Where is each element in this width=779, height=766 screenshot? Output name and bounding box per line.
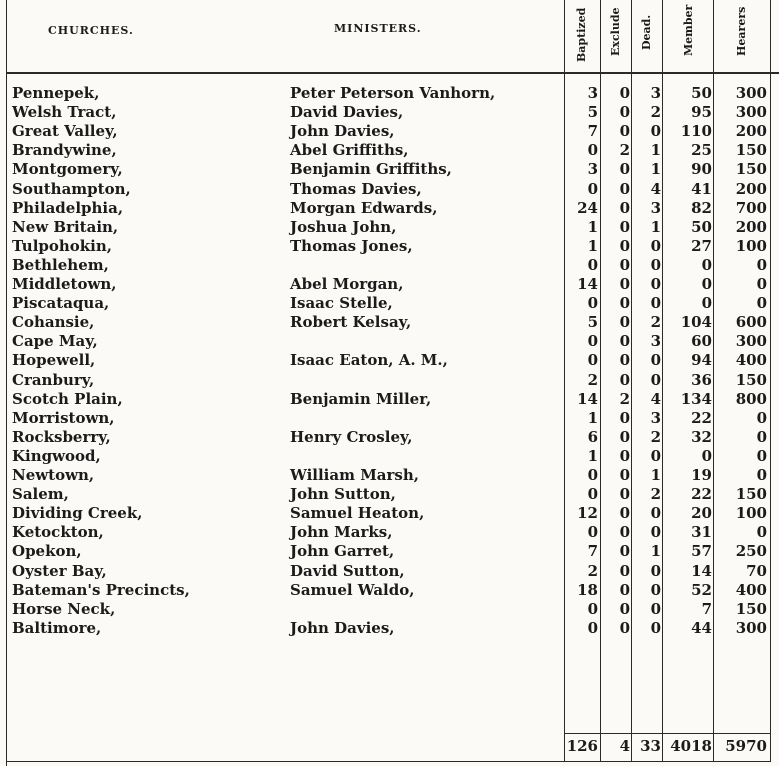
table-row xyxy=(0,122,779,140)
hearers-count: 150 xyxy=(735,600,767,618)
members-count: 50 xyxy=(691,218,712,236)
church-name: Horse Neck, xyxy=(12,600,116,618)
dead-count: 1 xyxy=(650,141,661,159)
minister-name: Samuel Heaton, xyxy=(290,504,425,522)
members-count: 110 xyxy=(680,122,712,140)
members-count: 32 xyxy=(691,428,712,446)
baptized-count: 3 xyxy=(587,160,598,178)
table-row xyxy=(0,351,779,369)
minister-name: John Davies, xyxy=(290,619,395,637)
church-name: Oyster Bay, xyxy=(12,562,107,580)
excluded-count: 0 xyxy=(619,447,630,465)
members-count: 22 xyxy=(691,485,712,503)
baptized-count: 0 xyxy=(587,332,598,350)
excluded-header: Exclude xyxy=(609,7,622,56)
baptized-count: 0 xyxy=(587,294,598,312)
church-name: Baltimore, xyxy=(12,619,102,637)
minister-name: Thomas Davies, xyxy=(290,180,422,198)
hearers-count: 100 xyxy=(735,237,767,255)
hearers-count: 400 xyxy=(735,351,767,369)
minister-name: David Davies, xyxy=(290,103,404,121)
church-name: Ketockton, xyxy=(12,523,104,541)
members-count: 22 xyxy=(691,409,712,427)
hearers-count: 600 xyxy=(735,313,767,331)
table-row xyxy=(0,523,779,541)
excluded-count: 0 xyxy=(619,84,630,102)
total-excluded: 4 xyxy=(619,737,630,755)
hearers-count: 0 xyxy=(756,294,767,312)
church-name: Cape May, xyxy=(12,332,98,350)
minister-name: David Sutton, xyxy=(290,562,405,580)
hearers-count: 300 xyxy=(735,619,767,637)
minister-name: Abel Morgan, xyxy=(290,275,404,293)
members-count: 60 xyxy=(691,332,712,350)
baptized-count: 24 xyxy=(577,199,598,217)
excluded-count: 0 xyxy=(619,294,630,312)
baptized-count: 3 xyxy=(587,84,598,102)
total-hearers: 5970 xyxy=(725,737,767,755)
hearers-count: 0 xyxy=(756,428,767,446)
baptized-count: 14 xyxy=(577,390,598,408)
minister-name: Morgan Edwards, xyxy=(290,199,438,217)
table-row xyxy=(0,466,779,484)
members-count: 0 xyxy=(701,447,712,465)
table-row xyxy=(0,332,779,350)
minister-name: John Marks, xyxy=(290,523,393,541)
hearers-count: 800 xyxy=(735,390,767,408)
church-name: Pennepek, xyxy=(12,84,100,102)
members-count: 50 xyxy=(691,84,712,102)
dead-count: 0 xyxy=(650,562,661,580)
members-count: 95 xyxy=(691,103,712,121)
church-name: Piscataqua, xyxy=(12,294,110,312)
baptized-count: 5 xyxy=(587,313,598,331)
total-baptized: 126 xyxy=(566,737,598,755)
baptized-count: 2 xyxy=(587,371,598,389)
excluded-count: 0 xyxy=(619,313,630,331)
members-count: 90 xyxy=(691,160,712,178)
bottom-rule xyxy=(6,761,771,762)
excluded-count: 0 xyxy=(619,409,630,427)
dead-count: 2 xyxy=(650,428,661,446)
members-count: 57 xyxy=(691,542,712,560)
excluded-count: 0 xyxy=(619,180,630,198)
members-count: 52 xyxy=(691,581,712,599)
baptized-count: 18 xyxy=(577,581,598,599)
church-name: Welsh Tract, xyxy=(12,103,117,121)
baptized-count: 0 xyxy=(587,600,598,618)
minister-name: Robert Kelsay, xyxy=(290,313,412,331)
dead-count: 4 xyxy=(650,180,661,198)
members-count: 14 xyxy=(691,562,712,580)
church-name: New Britain, xyxy=(12,218,119,236)
table-row xyxy=(0,504,779,522)
church-name: Opekon, xyxy=(12,542,82,560)
table-row xyxy=(0,160,779,178)
members-count: 104 xyxy=(680,313,712,331)
minister-name: Benjamin Griffiths, xyxy=(290,160,452,178)
excluded-count: 0 xyxy=(619,466,630,484)
table-row xyxy=(0,103,779,121)
baptized-count: 0 xyxy=(587,141,598,159)
dead-count: 0 xyxy=(650,256,661,274)
dead-count: 0 xyxy=(650,523,661,541)
excluded-count: 0 xyxy=(619,504,630,522)
members-count: 27 xyxy=(691,237,712,255)
hearers-count: 250 xyxy=(735,542,767,560)
church-name: Dividing Creek, xyxy=(12,504,143,522)
baptized-count: 0 xyxy=(587,180,598,198)
excluded-count: 0 xyxy=(619,218,630,236)
church-name: Southampton, xyxy=(12,180,131,198)
table-row xyxy=(0,409,779,427)
members-count: 20 xyxy=(691,504,712,522)
table-row xyxy=(0,542,779,560)
hearers-count: 0 xyxy=(756,447,767,465)
members-count: 41 xyxy=(691,180,712,198)
churches-header: CHURCHES. xyxy=(48,24,134,37)
baptized-count: 6 xyxy=(587,428,598,446)
hearers-count: 300 xyxy=(735,332,767,350)
minister-name: Isaac Eaton, A. M., xyxy=(290,351,448,369)
excluded-count: 0 xyxy=(619,351,630,369)
table-row xyxy=(0,218,779,236)
members-count: 0 xyxy=(701,275,712,293)
excluded-count: 0 xyxy=(619,256,630,274)
dead-count: 0 xyxy=(650,122,661,140)
baptized-count: 0 xyxy=(587,523,598,541)
table-row xyxy=(0,581,779,599)
church-name: Rocksberry, xyxy=(12,428,111,446)
minister-name: Thomas Jones, xyxy=(290,237,413,255)
table-row xyxy=(0,447,779,465)
table-row xyxy=(0,562,779,580)
excluded-count: 0 xyxy=(619,485,630,503)
members-count: 134 xyxy=(680,390,712,408)
excluded-count: 0 xyxy=(619,542,630,560)
table-row xyxy=(0,294,779,312)
church-name: Cohansie, xyxy=(12,313,95,331)
baptized-count: 1 xyxy=(587,447,598,465)
dead-count: 0 xyxy=(650,619,661,637)
church-name: Newtown, xyxy=(12,466,95,484)
minister-name: John Sutton, xyxy=(290,485,396,503)
minister-name: Joshua John, xyxy=(290,218,397,236)
excluded-count: 0 xyxy=(619,600,630,618)
table-row xyxy=(0,275,779,293)
dead-count: 0 xyxy=(650,371,661,389)
baptized-count: 0 xyxy=(587,619,598,637)
table-row xyxy=(0,199,779,217)
table-row xyxy=(0,180,779,198)
table-row xyxy=(0,390,779,408)
hearers-count: 200 xyxy=(735,218,767,236)
total-members: 4018 xyxy=(670,737,712,755)
church-name: Bateman's Precincts, xyxy=(12,581,190,599)
hearers-count: 200 xyxy=(735,122,767,140)
excluded-count: 0 xyxy=(619,332,630,350)
table-row xyxy=(0,237,779,255)
baptized-count: 14 xyxy=(577,275,598,293)
church-name: Philadelphia, xyxy=(12,199,124,217)
hearers-header: Hearers xyxy=(735,6,748,56)
dead-count: 1 xyxy=(650,218,661,236)
baptized-count: 7 xyxy=(587,122,598,140)
excluded-count: 2 xyxy=(619,141,630,159)
table-row xyxy=(0,600,779,618)
excluded-count: 0 xyxy=(619,562,630,580)
excluded-count: 0 xyxy=(619,581,630,599)
members-count: 7 xyxy=(701,600,712,618)
dead-count: 3 xyxy=(650,84,661,102)
baptized-count: 5 xyxy=(587,103,598,121)
minister-name: William Marsh, xyxy=(290,466,419,484)
table-row xyxy=(0,485,779,503)
hearers-count: 150 xyxy=(735,141,767,159)
minister-name: Abel Griffiths, xyxy=(290,141,409,159)
minister-name: Isaac Stelle, xyxy=(290,294,393,312)
baptized-count: 1 xyxy=(587,409,598,427)
dead-count: 4 xyxy=(650,390,661,408)
baptized-header: Baptized xyxy=(575,7,588,62)
baptized-count: 2 xyxy=(587,562,598,580)
excluded-count: 0 xyxy=(619,160,630,178)
minister-name: Samuel Waldo, xyxy=(290,581,415,599)
members-count: 31 xyxy=(691,523,712,541)
hearers-count: 70 xyxy=(746,562,767,580)
church-name: Brandywine, xyxy=(12,141,117,159)
hearers-count: 300 xyxy=(735,103,767,121)
members-count: 94 xyxy=(691,351,712,369)
hearers-count: 0 xyxy=(756,409,767,427)
hearers-count: 200 xyxy=(735,180,767,198)
members-count: 0 xyxy=(701,294,712,312)
baptized-count: 0 xyxy=(587,351,598,369)
hearers-count: 150 xyxy=(735,371,767,389)
hearers-count: 150 xyxy=(735,160,767,178)
church-name: Tulpohokin, xyxy=(12,237,113,255)
table-row xyxy=(0,428,779,446)
hearers-count: 100 xyxy=(735,504,767,522)
excluded-count: 0 xyxy=(619,199,630,217)
totals-rule xyxy=(564,733,771,734)
excluded-count: 0 xyxy=(619,122,630,140)
baptized-count: 12 xyxy=(577,504,598,522)
dead-count: 3 xyxy=(650,332,661,350)
hearers-count: 0 xyxy=(756,275,767,293)
church-name: Scotch Plain, xyxy=(12,390,123,408)
minister-name: Benjamin Miller, xyxy=(290,390,432,408)
members-count: 25 xyxy=(691,141,712,159)
hearers-count: 150 xyxy=(735,485,767,503)
dead-count: 1 xyxy=(650,160,661,178)
baptized-count: 0 xyxy=(587,485,598,503)
church-name: Morristown, xyxy=(12,409,115,427)
church-name: Hopewell, xyxy=(12,351,96,369)
table-row xyxy=(0,619,779,637)
church-name: Bethlehem, xyxy=(12,256,109,274)
table-row xyxy=(0,84,779,102)
dead-count: 0 xyxy=(650,600,661,618)
baptized-count: 0 xyxy=(587,256,598,274)
hearers-count: 400 xyxy=(735,581,767,599)
excluded-count: 0 xyxy=(619,103,630,121)
hearers-count: 0 xyxy=(756,523,767,541)
header-rule xyxy=(6,72,779,74)
church-name: Great Valley, xyxy=(12,122,118,140)
members-count: 82 xyxy=(691,199,712,217)
table-row xyxy=(0,371,779,389)
baptized-count: 1 xyxy=(587,237,598,255)
dead-count: 0 xyxy=(650,275,661,293)
dead-count: 3 xyxy=(650,199,661,217)
church-name: Middletown, xyxy=(12,275,117,293)
excluded-count: 0 xyxy=(619,371,630,389)
total-dead: 33 xyxy=(640,737,661,755)
excluded-count: 0 xyxy=(619,237,630,255)
church-name: Salem, xyxy=(12,485,69,503)
members-count: 44 xyxy=(691,619,712,637)
dead-count: 1 xyxy=(650,542,661,560)
members-count: 19 xyxy=(691,466,712,484)
dead-count: 3 xyxy=(650,409,661,427)
dead-count: 2 xyxy=(650,485,661,503)
minister-name: John Davies, xyxy=(290,122,395,140)
church-name: Montgomery, xyxy=(12,160,123,178)
baptized-count: 0 xyxy=(587,466,598,484)
baptized-count: 1 xyxy=(587,218,598,236)
members-count: 0 xyxy=(701,256,712,274)
dead-count: 2 xyxy=(650,103,661,121)
ministers-header: MINISTERS. xyxy=(334,22,422,35)
excluded-count: 0 xyxy=(619,523,630,541)
members-header: Member xyxy=(682,4,695,56)
hearers-count: 0 xyxy=(756,466,767,484)
dead-count: 0 xyxy=(650,581,661,599)
minister-name: Peter Peterson Vanhorn, xyxy=(290,84,496,102)
dead-count: 0 xyxy=(650,351,661,369)
table-row xyxy=(0,141,779,159)
church-name: Kingwood, xyxy=(12,447,101,465)
dead-count: 0 xyxy=(650,237,661,255)
members-count: 36 xyxy=(691,371,712,389)
dead-header: Dead. xyxy=(640,14,653,50)
minister-name: John Garret, xyxy=(290,542,395,560)
dead-count: 2 xyxy=(650,313,661,331)
dead-count: 0 xyxy=(650,504,661,522)
excluded-count: 2 xyxy=(619,390,630,408)
table-row xyxy=(0,313,779,331)
excluded-count: 0 xyxy=(619,275,630,293)
hearers-count: 300 xyxy=(735,84,767,102)
minister-name: Henry Crosley, xyxy=(290,428,413,446)
dead-count: 0 xyxy=(650,447,661,465)
dead-count: 1 xyxy=(650,466,661,484)
church-name: Cranbury, xyxy=(12,371,95,389)
baptized-count: 7 xyxy=(587,542,598,560)
excluded-count: 0 xyxy=(619,619,630,637)
hearers-count: 700 xyxy=(735,199,767,217)
hearers-count: 0 xyxy=(756,256,767,274)
excluded-count: 0 xyxy=(619,428,630,446)
table-row xyxy=(0,256,779,274)
dead-count: 0 xyxy=(650,294,661,312)
